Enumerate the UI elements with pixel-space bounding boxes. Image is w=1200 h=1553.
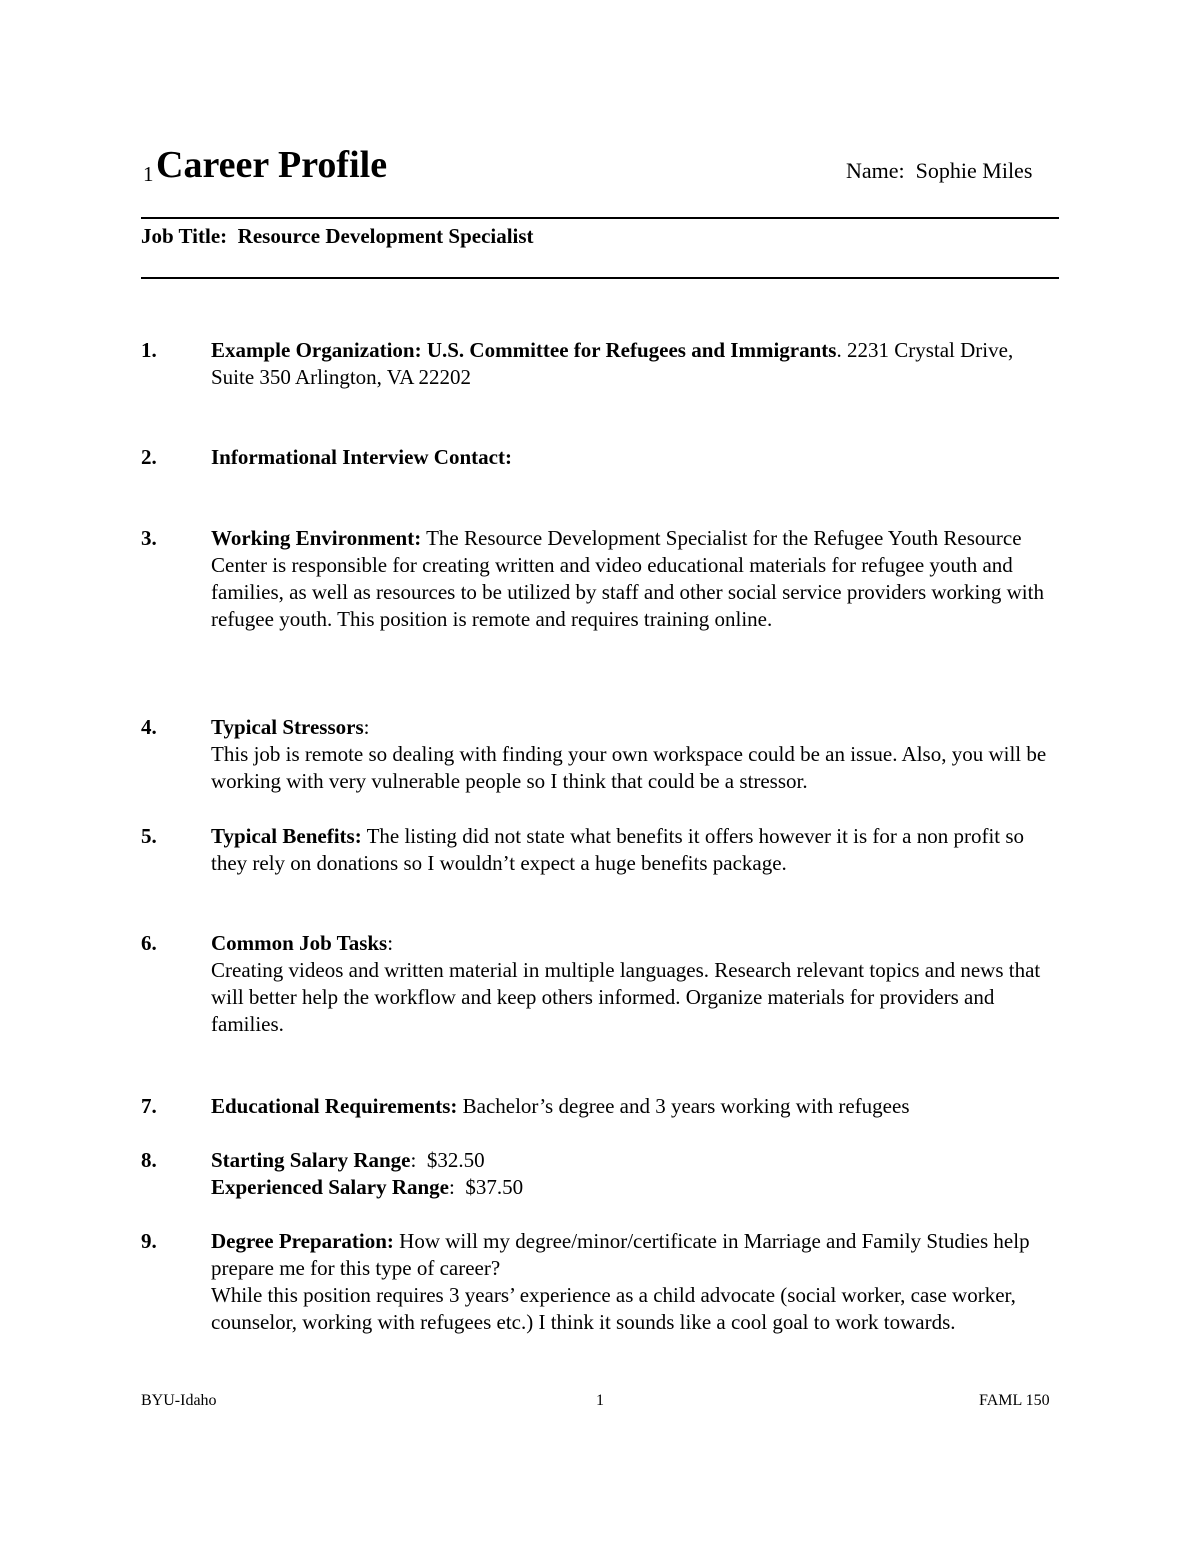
job-title-value: Resource Development Specialist [237, 224, 534, 248]
item-label: Informational Interview Contact: [211, 445, 512, 469]
job-title-line [141, 224, 534, 249]
item-colon: : [387, 931, 394, 955]
footer-left: BYU-Idaho [141, 1392, 217, 1409]
item-common-job-tasks [141, 930, 1061, 1038]
item-label: Working Environment: [211, 526, 422, 550]
item-label: Common Job Tasks [211, 931, 388, 955]
item-text: This job is remote so dealing with finding your own workspace could be an issue. Also, you will be working with very vulnerable people so I think that could be a stressor. [211, 742, 1047, 793]
name-value: Sophie Miles [915, 158, 1033, 183]
organization-address: . 2231 Crystal Drive, Suite 350 Arlington, VA 22202 [211, 338, 1014, 389]
job-title-label: Job Title: [141, 224, 228, 248]
item-number: 3. [141, 526, 157, 550]
item-interview-contact [141, 444, 1061, 471]
item-salary-range [141, 1147, 1061, 1201]
item-number: 2. [141, 445, 157, 469]
item-organization [141, 337, 1061, 391]
item-number: 5. [141, 824, 157, 848]
item-working-environment [141, 525, 1061, 633]
item-number: 7. [141, 1094, 157, 1118]
item-text: Bachelor’s degree and 3 years working with refugees [462, 1094, 910, 1118]
item-label: Typical Stressors [211, 715, 364, 739]
item-text: Creating videos and written material in multiple languages. Research relevant topics and news that will better help the workflow and keep others informed. Organize materials for providers and families. [211, 958, 1041, 1036]
item-number: 6. [141, 931, 157, 955]
name-label: Name: [846, 158, 905, 183]
top-rule [141, 217, 1059, 219]
page-title: Career Profile [156, 144, 388, 186]
item-typical-stressors [141, 714, 1061, 795]
item-colon: : [363, 715, 370, 739]
starting-salary-label: Starting Salary Range [211, 1148, 411, 1172]
page-number: 1 [596, 1392, 604, 1409]
item-number: 1. [141, 338, 157, 362]
experienced-salary-label: Experienced Salary Range [211, 1175, 449, 1199]
title-superscript: 1 [143, 162, 154, 186]
name-line [846, 158, 1032, 184]
item-label: Example Organization: [211, 338, 422, 362]
item-text: The listing did not state what benefits it offers however it is for a non profit so they rely on donations so I wouldn’t expect a huge benefits package. [211, 824, 1025, 875]
item-educational-requirements [141, 1093, 1061, 1120]
item-label: Degree Preparation: [211, 1229, 394, 1253]
bottom-rule [141, 277, 1059, 279]
item-number: 8. [141, 1148, 157, 1172]
item-typical-benefits [141, 823, 1061, 877]
item-label: Typical Benefits: [211, 824, 362, 848]
item-text: While this position requires 3 years’ experience as a child advocate (social worker, case worker, counselor, working with refugees etc.) I think it sounds like a cool goal to work towards. [211, 1283, 1016, 1334]
item-degree-preparation [141, 1228, 1061, 1336]
item-number: 4. [141, 715, 157, 739]
organization-name: U.S. Committee for Refugees and Immigrants [426, 338, 837, 362]
item-question: How will my degree/minor/certificate in Marriage and Family Studies help prepare me for this type of career? [211, 1229, 1030, 1280]
experienced-salary-value: $37.50 [465, 1175, 524, 1199]
item-colon: : [448, 1175, 455, 1199]
item-text: The Resource Development Specialist for the Refugee Youth Resource Center is responsible for creating written and video educational materials for refugee youth and families, as well as resources to be utilized by staff and other social service providers working with refugee youth. This position is remote and requires training online. [211, 526, 1044, 631]
starting-salary-value: $32.50 [426, 1148, 485, 1172]
footer-right: FAML 150 [979, 1392, 1050, 1409]
item-number: 9. [141, 1229, 157, 1253]
item-label: Educational Requirements: [211, 1094, 458, 1118]
item-colon: : [410, 1148, 417, 1172]
